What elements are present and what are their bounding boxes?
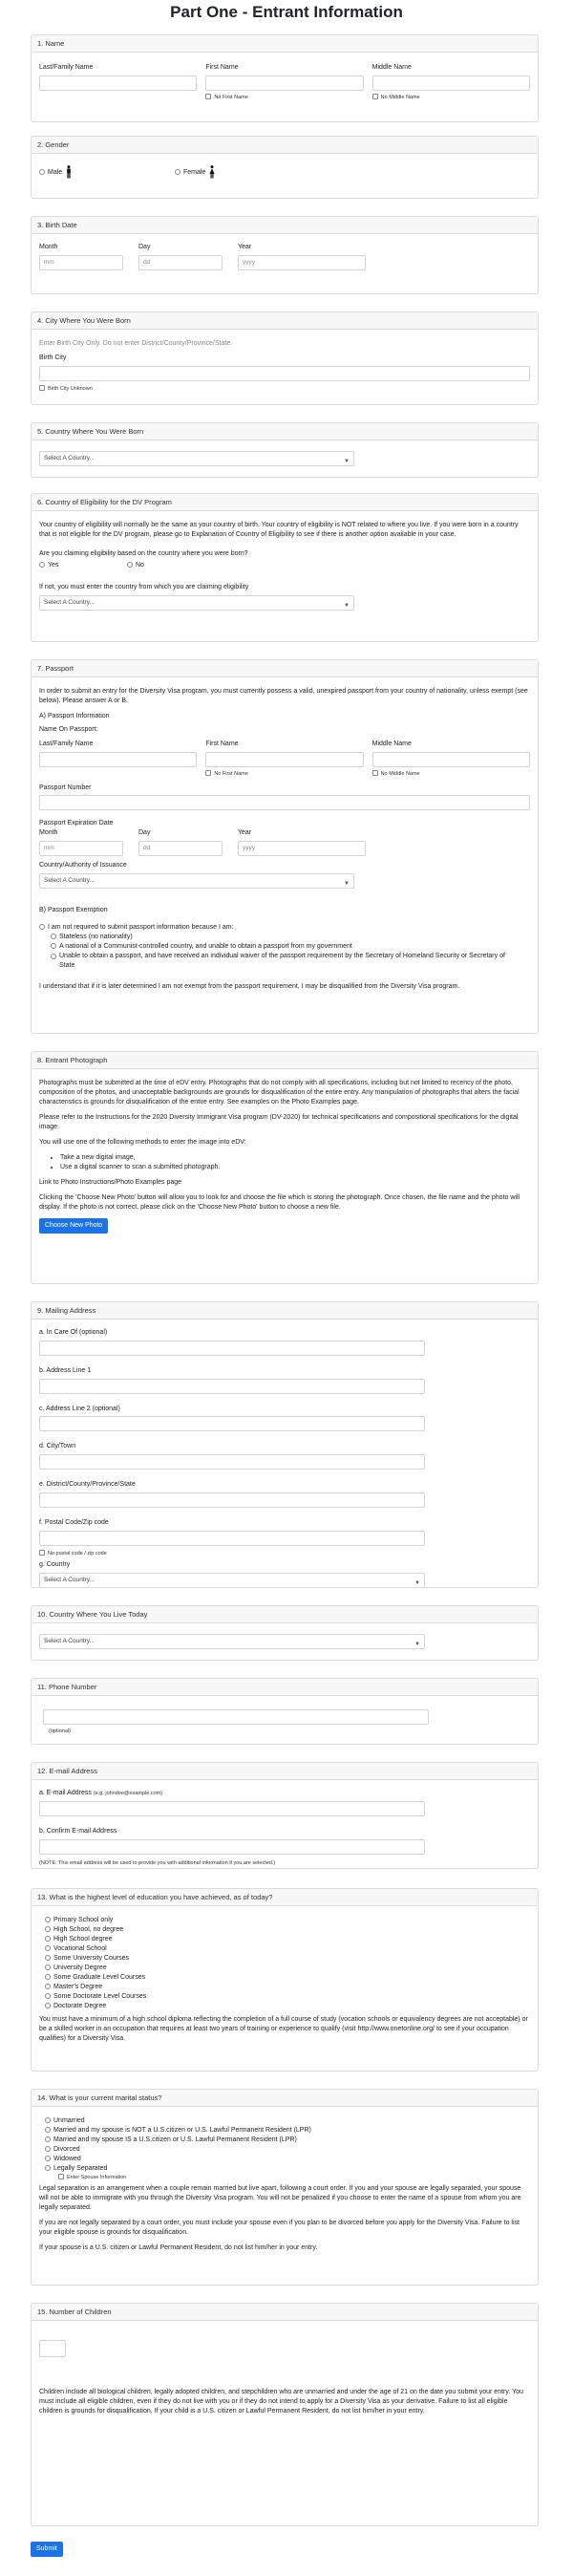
passport-exempt-label: I am not required to submit passport information because I am: <box>48 923 234 931</box>
photo-methods-list <box>39 1153 530 1172</box>
passport-no-first-name-label: No First Name <box>214 770 248 777</box>
education-radio[interactable] <box>45 1955 51 1961</box>
chevron-down-icon: ▼ <box>344 880 350 887</box>
marital-status-radio[interactable] <box>45 2165 51 2171</box>
first-name-input[interactable] <box>205 75 363 91</box>
marital-status-option[interactable] <box>45 2116 530 2126</box>
education-option[interactable] <box>45 2002 530 2011</box>
passport-no-first-name-checkbox[interactable] <box>205 770 211 776</box>
section-birth-date <box>31 216 539 294</box>
female-label: Female <box>182 168 206 176</box>
eligibility-paragraph: Your country of eligibility will normally be the same as your country of birth. Your country of eligibility is NOT related to where you live. If you were born in a country that is not eligible for the DV program, please go to Explanation of Country of Eligibility to see if there is another option available in your case. <box>39 522 519 538</box>
education-note: You must have a minimum of a high school diploma reflecting the completion of a full course of study (vocation schools or equivalency degrees are not acceptable) or be a skilled worker in an occupation that requires at least two years of training or experience to qualify (visit http://www.onetonline.org/ to see if your occupation qualifies) for a Diversity Visa. <box>39 2016 528 2042</box>
female-icon <box>209 165 215 179</box>
education-option[interactable] <box>45 1964 530 1973</box>
children-count-input[interactable] <box>39 2340 66 2357</box>
chevron-down-icon: ▼ <box>344 459 350 464</box>
gender-female-option[interactable] <box>175 165 215 179</box>
section-birth-city <box>31 311 539 405</box>
confirm-email-label: b. Confirm E-mail Address <box>39 1827 117 1835</box>
education-label: Vocational School <box>53 1945 107 1952</box>
no-middle-name-checkbox[interactable] <box>372 94 378 99</box>
section-header: 13. What is the highest level of education you have achieved, as of today? <box>32 1889 538 1906</box>
passport-number-label: Passport Number <box>39 784 92 791</box>
birth-city-unknown-checkbox[interactable] <box>39 385 45 391</box>
education-option[interactable] <box>45 1916 530 1925</box>
male-icon <box>66 165 72 179</box>
district-label: e. District/County/Province/State <box>39 1481 136 1488</box>
expiration-day-input[interactable]: dd <box>138 841 223 856</box>
passport-middle-name-input[interactable] <box>372 752 530 767</box>
section-header: 10. Country Where You Live Today <box>32 1606 538 1623</box>
passport-last-name-input[interactable] <box>39 752 197 767</box>
passport-no-middle-name-label: No Middle Name <box>380 770 420 777</box>
passport-first-name-label: First Name <box>205 741 239 747</box>
marital-status-label: Married and my spouse is NOT a U.S.citizen or U.S. Lawful Permanent Resident (LPR) <box>53 2127 311 2134</box>
section-header: 3. Birth Date <box>32 217 538 234</box>
phone-input[interactable] <box>43 1709 429 1725</box>
education-radio[interactable] <box>45 1964 51 1970</box>
birth-city-unknown-label: Birth City Unknown <box>48 385 93 392</box>
section-header: 5. Country Where You Were Born <box>32 423 538 440</box>
education-options <box>39 1916 530 2011</box>
education-radio[interactable] <box>45 1936 51 1942</box>
eligibility-yes-radio[interactable] <box>39 562 45 568</box>
middle-name-label: Middle Name <box>371 64 412 71</box>
education-option[interactable] <box>45 1944 530 1954</box>
education-radio[interactable] <box>45 1917 51 1922</box>
no-postal-code-checkbox[interactable] <box>39 1550 45 1556</box>
submit-button[interactable]: Submit <box>31 2542 63 2557</box>
birth-day-label: Day <box>138 244 151 250</box>
marital-status-option[interactable] <box>45 2126 530 2136</box>
address-line1-label: b. Address Line 1 <box>39 1366 92 1374</box>
email-note: (NOTE: This email address will be used to provide you with additional information if you are selected.) <box>39 1859 276 1866</box>
birth-year-label: Year <box>238 244 252 250</box>
first-name-label: First Name <box>205 64 239 71</box>
photo-instructions-paragraph: Please refer to the Instructions for the 2020 Diversity Immigrant Visa program (DV-2020) for technical specifications and compositional specifications for the digital image. <box>39 1114 519 1130</box>
mailing-country-label: g. Country <box>39 1561 71 1569</box>
eligibility-no-radio[interactable] <box>127 562 133 568</box>
education-option[interactable] <box>45 1954 530 1964</box>
marital-status-option[interactable] <box>45 2136 530 2145</box>
section-children <box>31 2303 539 2526</box>
section-photograph <box>31 1051 539 1284</box>
eligibility-country-label: If not, you must enter the country from which you are claiming eligibility <box>39 584 249 590</box>
education-option[interactable] <box>45 1973 530 1983</box>
education-option[interactable] <box>45 1935 530 1944</box>
postal-code-input[interactable] <box>39 1531 425 1546</box>
section-birth-country <box>31 422 539 478</box>
no-middle-name-label: No Middle Name <box>380 94 420 100</box>
education-label: Master's Degree <box>53 1984 103 1990</box>
male-radio[interactable] <box>39 169 45 175</box>
birth-month-input[interactable]: mm <box>39 255 123 270</box>
phone-optional-label: (optional) <box>49 1728 71 1734</box>
section-header: 6. Country of Eligibility for the DV Program <box>32 494 538 511</box>
section-name <box>31 34 539 122</box>
passport-last-name-label: Last/Family Name <box>39 741 94 747</box>
passport-a-title: A) Passport Information <box>39 713 110 719</box>
education-radio[interactable] <box>45 1926 51 1932</box>
section-residence-country <box>31 1605 539 1661</box>
passport-authority-select[interactable] <box>39 873 354 889</box>
birth-country-select-value: Select A Country... <box>44 455 95 462</box>
enter-spouse-label: Enter Spouse Information <box>67 2175 127 2180</box>
eligibility-question: Are you claiming eligibility based on the country where you were born? <box>39 550 248 557</box>
section-header: 11. Phone Number <box>32 1679 538 1696</box>
passport-b-title: B) Passport Exemption <box>39 906 108 913</box>
name-on-passport-label: Name On Passport: <box>39 726 98 733</box>
education-radio[interactable] <box>45 1945 51 1951</box>
choose-photo-paragraph: Clicking the 'Choose New Photo' button will allow you to look for and choose the file which is storing the photograph. Once chosen, the file name and the photo will display. If the photo is not correct, please click on the 'Choose New Photo' button to choose a new file. <box>39 1194 520 1211</box>
section-marital-status <box>31 2089 539 2286</box>
marital-options <box>39 2116 530 2174</box>
confirm-email-input[interactable] <box>39 1839 425 1855</box>
choose-new-photo-button[interactable]: Choose New Photo <box>39 1218 108 1234</box>
marital-status-radio[interactable] <box>45 2127 51 2133</box>
expiration-month-input[interactable]: mm <box>39 841 123 856</box>
in-care-of-label: a. In Care Of (optional) <box>39 1329 108 1336</box>
stateless-label: Stateless (no nationality) <box>59 933 133 940</box>
education-label: Primary School only <box>53 1917 114 1923</box>
section-mailing-address <box>31 1301 539 1588</box>
stateless-radio[interactable] <box>51 934 56 939</box>
residence-country-select[interactable] <box>39 1634 425 1649</box>
section-header: 9. Mailing Address <box>32 1302 538 1320</box>
birth-day-input[interactable]: dd <box>138 255 223 270</box>
section-header: 15. Number of Children <box>32 2304 538 2321</box>
expiration-year-input[interactable]: yyyy <box>238 841 366 856</box>
passport-authority-label: Country/Authority of Issuance <box>39 861 127 869</box>
waiver-label: Unable to obtain a passport, and have received an individual waiver of the passport requirement by the Secretary of Homeland Security or Secretary of State <box>59 952 505 969</box>
female-radio[interactable] <box>175 169 180 175</box>
passport-understand-note: I understand that if it is later determined I am not exempt from the passport requirement, I may be disqualified from the Diversity Visa program. <box>39 982 460 990</box>
photo-methods-paragraph: You will use one of the following methods to enter the image into eDV: <box>39 1139 246 1146</box>
education-option[interactable] <box>45 1925 530 1935</box>
marital-status-radio[interactable] <box>45 2136 51 2142</box>
section-phone <box>31 1678 539 1745</box>
last-name-input[interactable] <box>39 75 197 91</box>
marital-status-radio[interactable] <box>45 2117 51 2123</box>
passport-no-middle-name-checkbox[interactable] <box>372 770 378 776</box>
email-input[interactable] <box>39 1801 425 1816</box>
residence-country-select-value: Select A Country... <box>44 1638 95 1644</box>
communist-country-radio[interactable] <box>51 943 56 949</box>
list-item: • Take a new digital image, <box>60 1153 530 1163</box>
education-label: Some Graduate Level Courses <box>53 1974 146 1981</box>
education-label: Some University Courses <box>53 1955 129 1962</box>
legal-separation-paragraph: Legal separation is an arrangement when a couple remain married but live apart, following a court order. If you and your spouse are legally separated, your spouse will not be able to immigrate with you through the Diversity Visa program. You will not be penalized if you choose to enter the name of a spouse from whom you are legally separated. <box>39 2184 521 2211</box>
section-header: 2. Gender <box>32 137 538 154</box>
education-label: High School, no degree <box>53 1926 124 1933</box>
section-header: 4. City Where You Were Born <box>32 312 538 330</box>
passport-expiration-label: Passport Expiration Date <box>39 820 114 827</box>
waiver-radio[interactable] <box>51 954 56 959</box>
marital-status-label: Divorced <box>53 2146 80 2153</box>
eligibility-yes-label: Yes <box>48 562 59 569</box>
district-input[interactable] <box>39 1492 425 1508</box>
page-title: Part One - Entrant Information <box>170 3 403 21</box>
section-eligibility <box>31 493 539 642</box>
section-header: 8. Entrant Photograph <box>32 1052 538 1069</box>
gender-male-option[interactable] <box>39 165 173 179</box>
middle-name-input[interactable] <box>372 75 530 91</box>
education-radio[interactable] <box>45 1993 51 1999</box>
marital-status-label: Unmarried <box>53 2117 85 2124</box>
education-option[interactable] <box>45 1983 530 1992</box>
section-header: 7. Passport <box>32 660 538 677</box>
passport-middle-name-label: Middle Name <box>371 741 412 747</box>
birth-city-input[interactable] <box>39 366 530 381</box>
photo-requirements-paragraph: Photographs must be submitted at the time of eDV entry. Photographs that do not comply with all specifications, including but not limited to recency of the photo, composition of the photos, and unacceptable backgrounds are grounds for disqualification of the entire entry. Any manipulation of photographs that alters the facial characteristics is grounds for disqualification of the entire entry. See examples on the Photo Examples page. <box>39 1080 520 1106</box>
male-label: Male <box>48 168 63 176</box>
section-header: 1. Name <box>32 35 538 53</box>
section-gender <box>31 136 539 199</box>
marital-status-radio[interactable] <box>45 2156 51 2161</box>
eligibility-country-select-value: Select A Country... <box>44 598 95 606</box>
expiration-month-label: Month <box>39 829 58 836</box>
no-first-name-label: No First Name <box>214 94 248 100</box>
chevron-down-icon: ▼ <box>414 1642 420 1647</box>
email-example: (e.g. johndoe@example.com) <box>93 1791 163 1796</box>
marital-status-label: Legally Separated <box>53 2165 108 2172</box>
marital-status-option[interactable] <box>45 2145 530 2155</box>
passport-number-input[interactable] <box>39 795 530 810</box>
address-line2-input[interactable] <box>39 1416 425 1431</box>
children-paragraph: Children include all biological children, legally adopted children, and stepchildren who are unmarried and under the age of 21 on the date you submit your entry. You must include all eligible children, even if they do not live with you or if they do not intend to apply for a Diversity Visa as your derivative. Failure to list all eligible children is grounds for disqualification. If your child is a U.S. citizen or Lawful Permanent Resident, do not list him/her in your entry. <box>39 2389 523 2415</box>
in-care-of-input[interactable] <box>39 1341 425 1356</box>
last-name-label: Last/Family Name <box>39 64 94 71</box>
city-town-input[interactable] <box>39 1454 425 1470</box>
education-label: High School degree <box>53 1936 113 1943</box>
eligibility-no-label: No <box>135 562 144 569</box>
communist-country-label: A national of a Communist-controlled country, and unable to obtain a passport from my government <box>59 942 352 950</box>
no-first-name-checkbox[interactable] <box>205 94 211 99</box>
birth-city-label: Birth City <box>39 354 67 361</box>
postal-code-label: f. Postal Code/Zip code <box>39 1518 109 1526</box>
no-postal-code-label: No postal code / zip code <box>48 1550 107 1556</box>
chevron-down-icon: ▼ <box>344 602 350 609</box>
marital-status-option[interactable] <box>45 2155 530 2164</box>
eligibility-country-select[interactable] <box>39 595 354 611</box>
section-header: 14. What is your current marital status? <box>32 2090 538 2107</box>
passport-exempt-radio[interactable] <box>39 924 45 930</box>
chevron-down-icon: ▼ <box>414 1580 420 1586</box>
education-radio[interactable] <box>45 1974 51 1980</box>
expiration-year-label: Year <box>238 829 252 836</box>
marital-status-radio[interactable] <box>45 2146 51 2152</box>
education-radio[interactable] <box>45 1984 51 1989</box>
birth-month-label: Month <box>39 244 58 250</box>
list-item: • Use a digital scanner to scan a submitted photograph. <box>60 1163 530 1172</box>
section-passport <box>31 659 539 1034</box>
passport-first-name-input[interactable] <box>205 752 363 767</box>
education-label: University Degree <box>53 1964 107 1971</box>
passport-authority-select-value: Select A Country... <box>44 876 95 884</box>
marital-status-label: Married and my spouse IS a U.S.citizen or U.S. Lawful Permanent Resident (LPR) <box>53 2136 297 2143</box>
enter-spouse-checkbox[interactable] <box>58 2174 64 2179</box>
birth-year-input[interactable]: yyyy <box>238 255 366 270</box>
passport-intro: In order to submit an entry for the Diversity Visa program, you must currently possess a valid, unexpired passport from your country of nationality, unless exempt (see below). Please answer A or B. <box>39 688 528 704</box>
education-radio[interactable] <box>45 2003 51 2008</box>
expiration-day-label: Day <box>138 829 151 836</box>
spouse-requirement-paragraph: If you are not legally separated by a court order, you must include your spouse even if you plan to be divorced before you apply for the Diversity Visa. Failure to list your eligible spouse is grounds for disqualification. <box>39 2219 520 2236</box>
section-email <box>31 1762 539 1869</box>
city-town-label: d. City/Town <box>39 1443 76 1450</box>
birth-country-select[interactable] <box>39 451 354 466</box>
education-label: Doctorate Degree <box>53 2003 107 2009</box>
section-education <box>31 1888 539 2072</box>
spouse-citizen-paragraph: If your spouse is a U.S. citizen or Lawful Permanent Resident, do not list him/her in your entry. <box>39 2243 318 2251</box>
birth-city-instruction: Enter Birth City Only. Do not enter District/County/Province/State. <box>39 340 233 347</box>
email-label: a. E-mail Address <box>39 1790 92 1796</box>
marital-status-label: Widowed <box>53 2156 81 2162</box>
mailing-country-select[interactable] <box>39 1573 425 1588</box>
mailing-country-select-value: Select A Country... <box>44 1577 95 1583</box>
education-option[interactable] <box>45 1992 530 2002</box>
education-label: Some Doctorate Level Courses <box>53 1993 147 2000</box>
photo-instructions-link[interactable]: Link to Photo Instructions/Photo Examples page <box>39 1179 182 1186</box>
address-line1-input[interactable] <box>39 1379 425 1394</box>
address-line2-label: c. Address Line 2 (optional) <box>39 1405 120 1412</box>
marital-status-option[interactable] <box>45 2164 530 2174</box>
section-header: 12. E-mail Address <box>32 1763 538 1780</box>
